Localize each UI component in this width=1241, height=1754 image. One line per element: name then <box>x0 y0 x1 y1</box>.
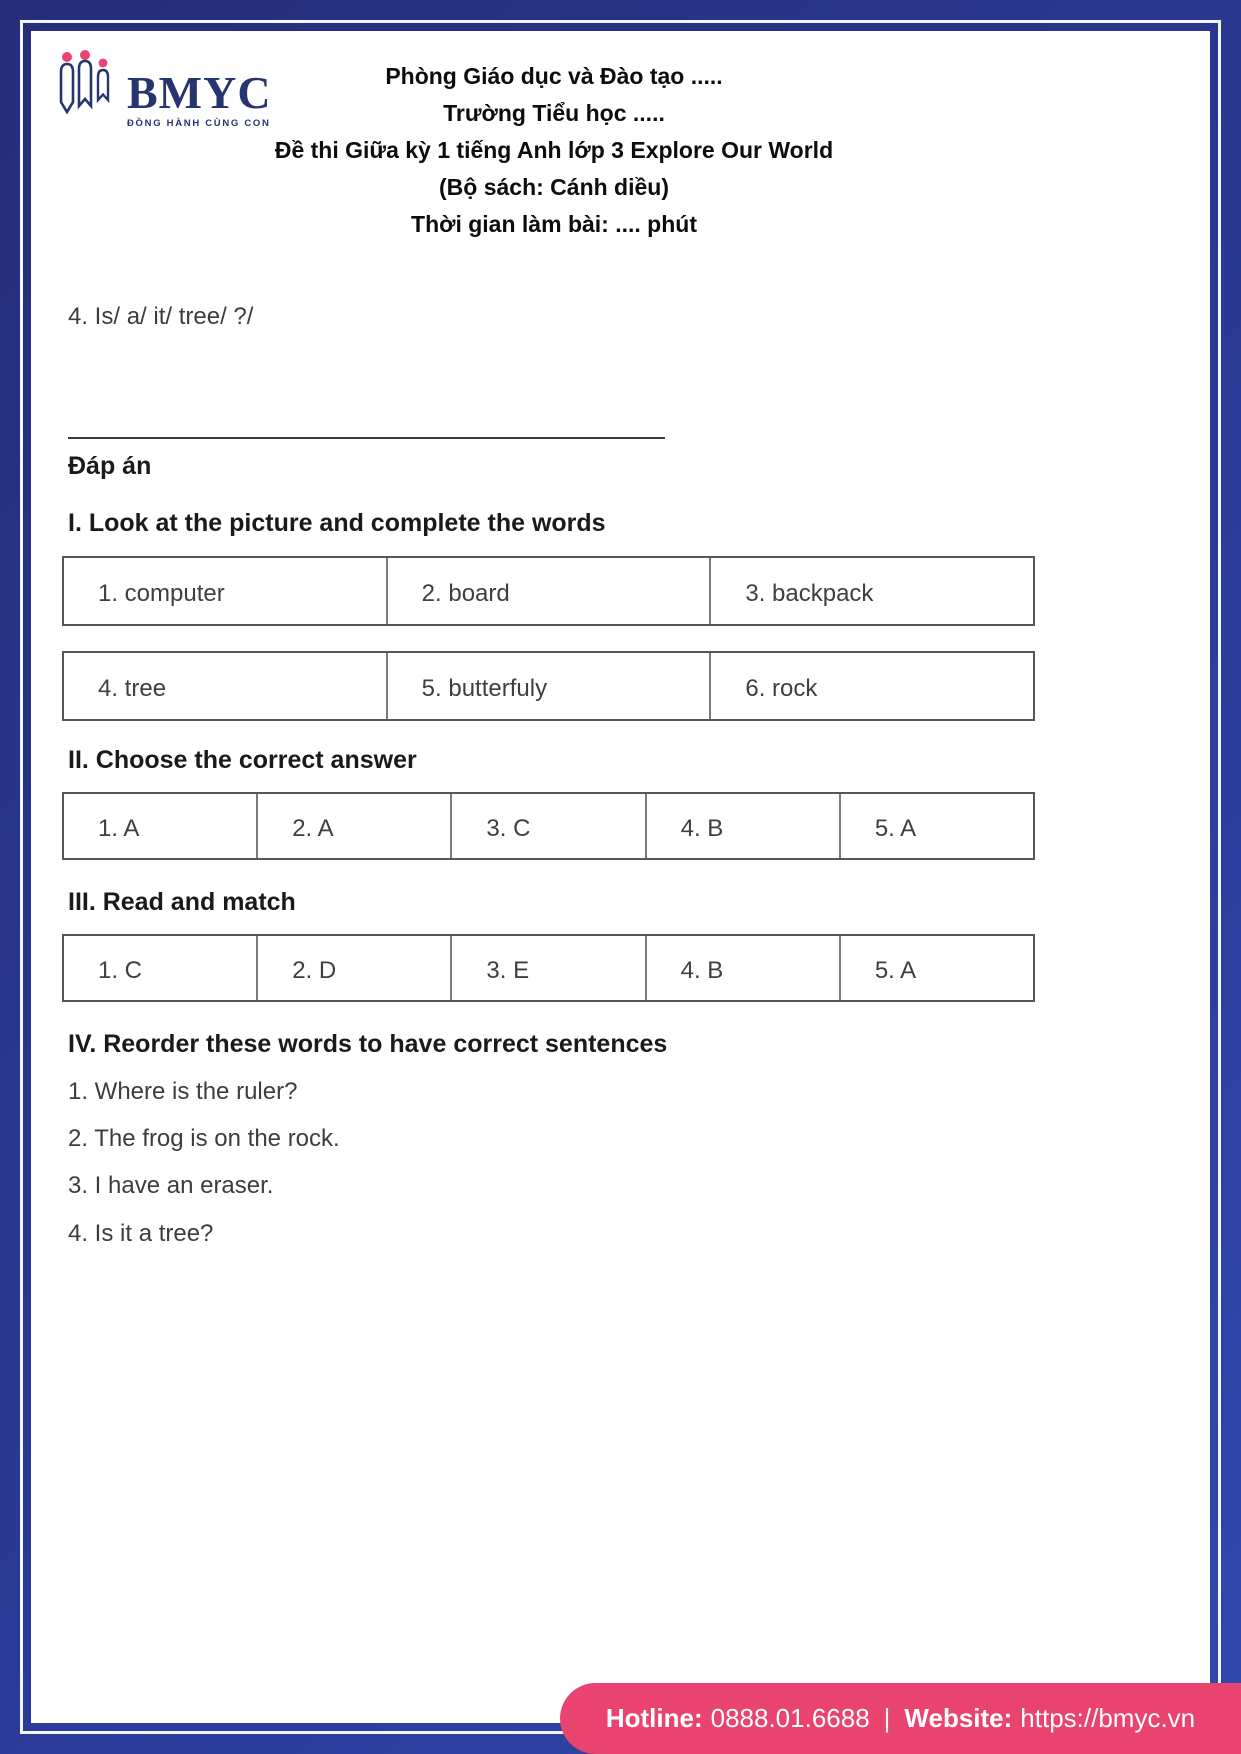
table-cell: 5. butterfuly <box>386 653 710 719</box>
section-1-answers-row-1 <box>62 556 1035 626</box>
section-4-sentence: 2. The frog is on the rock. <box>68 1125 340 1152</box>
hotline-value: 0888.01.6688 <box>710 1703 870 1733</box>
table-cell: 2. D <box>256 936 450 1000</box>
table-cell: 6. rock <box>709 653 1033 719</box>
header-department-line: Phòng Giáo dục và Đào tạo ..... <box>385 63 723 89</box>
section-1-heading: I. Look at the picture and complete the words <box>68 509 606 537</box>
footer-contact-bar <box>560 1683 1241 1754</box>
section-4-sentence: 3. I have an eraser. <box>68 1172 274 1199</box>
brand-tagline: ĐỒNG HÀNH CÙNG CON <box>127 118 271 129</box>
website-value: https://bmyc.vn <box>1020 1703 1196 1733</box>
table-cell: 3. backpack <box>709 558 1033 624</box>
table-cell: 5. A <box>839 936 1033 1000</box>
table-cell: 4. tree <box>98 675 167 702</box>
section-3-heading: III. Read and match <box>68 888 296 916</box>
section-3-answers <box>62 934 1035 1002</box>
table-cell: 3. C <box>450 794 644 858</box>
answer-key-title: Đáp án <box>68 452 152 480</box>
table-cell: 1. computer <box>98 580 225 607</box>
section-4-heading: IV. Reorder these words to have correct sentences <box>68 1030 668 1058</box>
table-cell: 2. board <box>386 558 710 624</box>
question-4-prompt: 4. Is/ a/ it/ tree/ ?/ <box>68 303 254 330</box>
header-duration-line: Thời gian làm bài: .... phút <box>411 211 697 237</box>
header-school-line: Trường Tiểu học ..... <box>443 100 665 126</box>
hotline-label: Hotline: <box>605 1703 703 1733</box>
table-cell: 4. B <box>645 794 839 858</box>
table-cell: 3. E <box>450 936 644 1000</box>
header-book-line: (Bộ sách: Cánh diều) <box>438 174 669 200</box>
answer-blank-line <box>68 437 665 439</box>
table-cell: 1. C <box>98 957 143 984</box>
table-cell: 2. A <box>256 794 450 858</box>
exam-title: Đề thi Giữa kỳ 1 tiếng Anh lớp 3 Explore Our World <box>274 137 834 163</box>
section-2-answers <box>62 792 1035 860</box>
table-cell: 5. A <box>839 794 1033 858</box>
table-cell: 4. B <box>645 936 839 1000</box>
section-4-sentence: 1. Where is the ruler? <box>68 1078 298 1105</box>
table-cell: 1. A <box>98 815 140 842</box>
footer-separator: | <box>883 1703 891 1733</box>
section-2-heading: II. Choose the correct answer <box>68 746 417 774</box>
brand-name: BMYC <box>127 67 272 118</box>
section-1-answers-row-2 <box>62 651 1035 721</box>
website-label: Website: <box>904 1703 1013 1733</box>
section-4-sentence: 4. Is it a tree? <box>68 1220 214 1247</box>
exam-header <box>68 58 1040 243</box>
